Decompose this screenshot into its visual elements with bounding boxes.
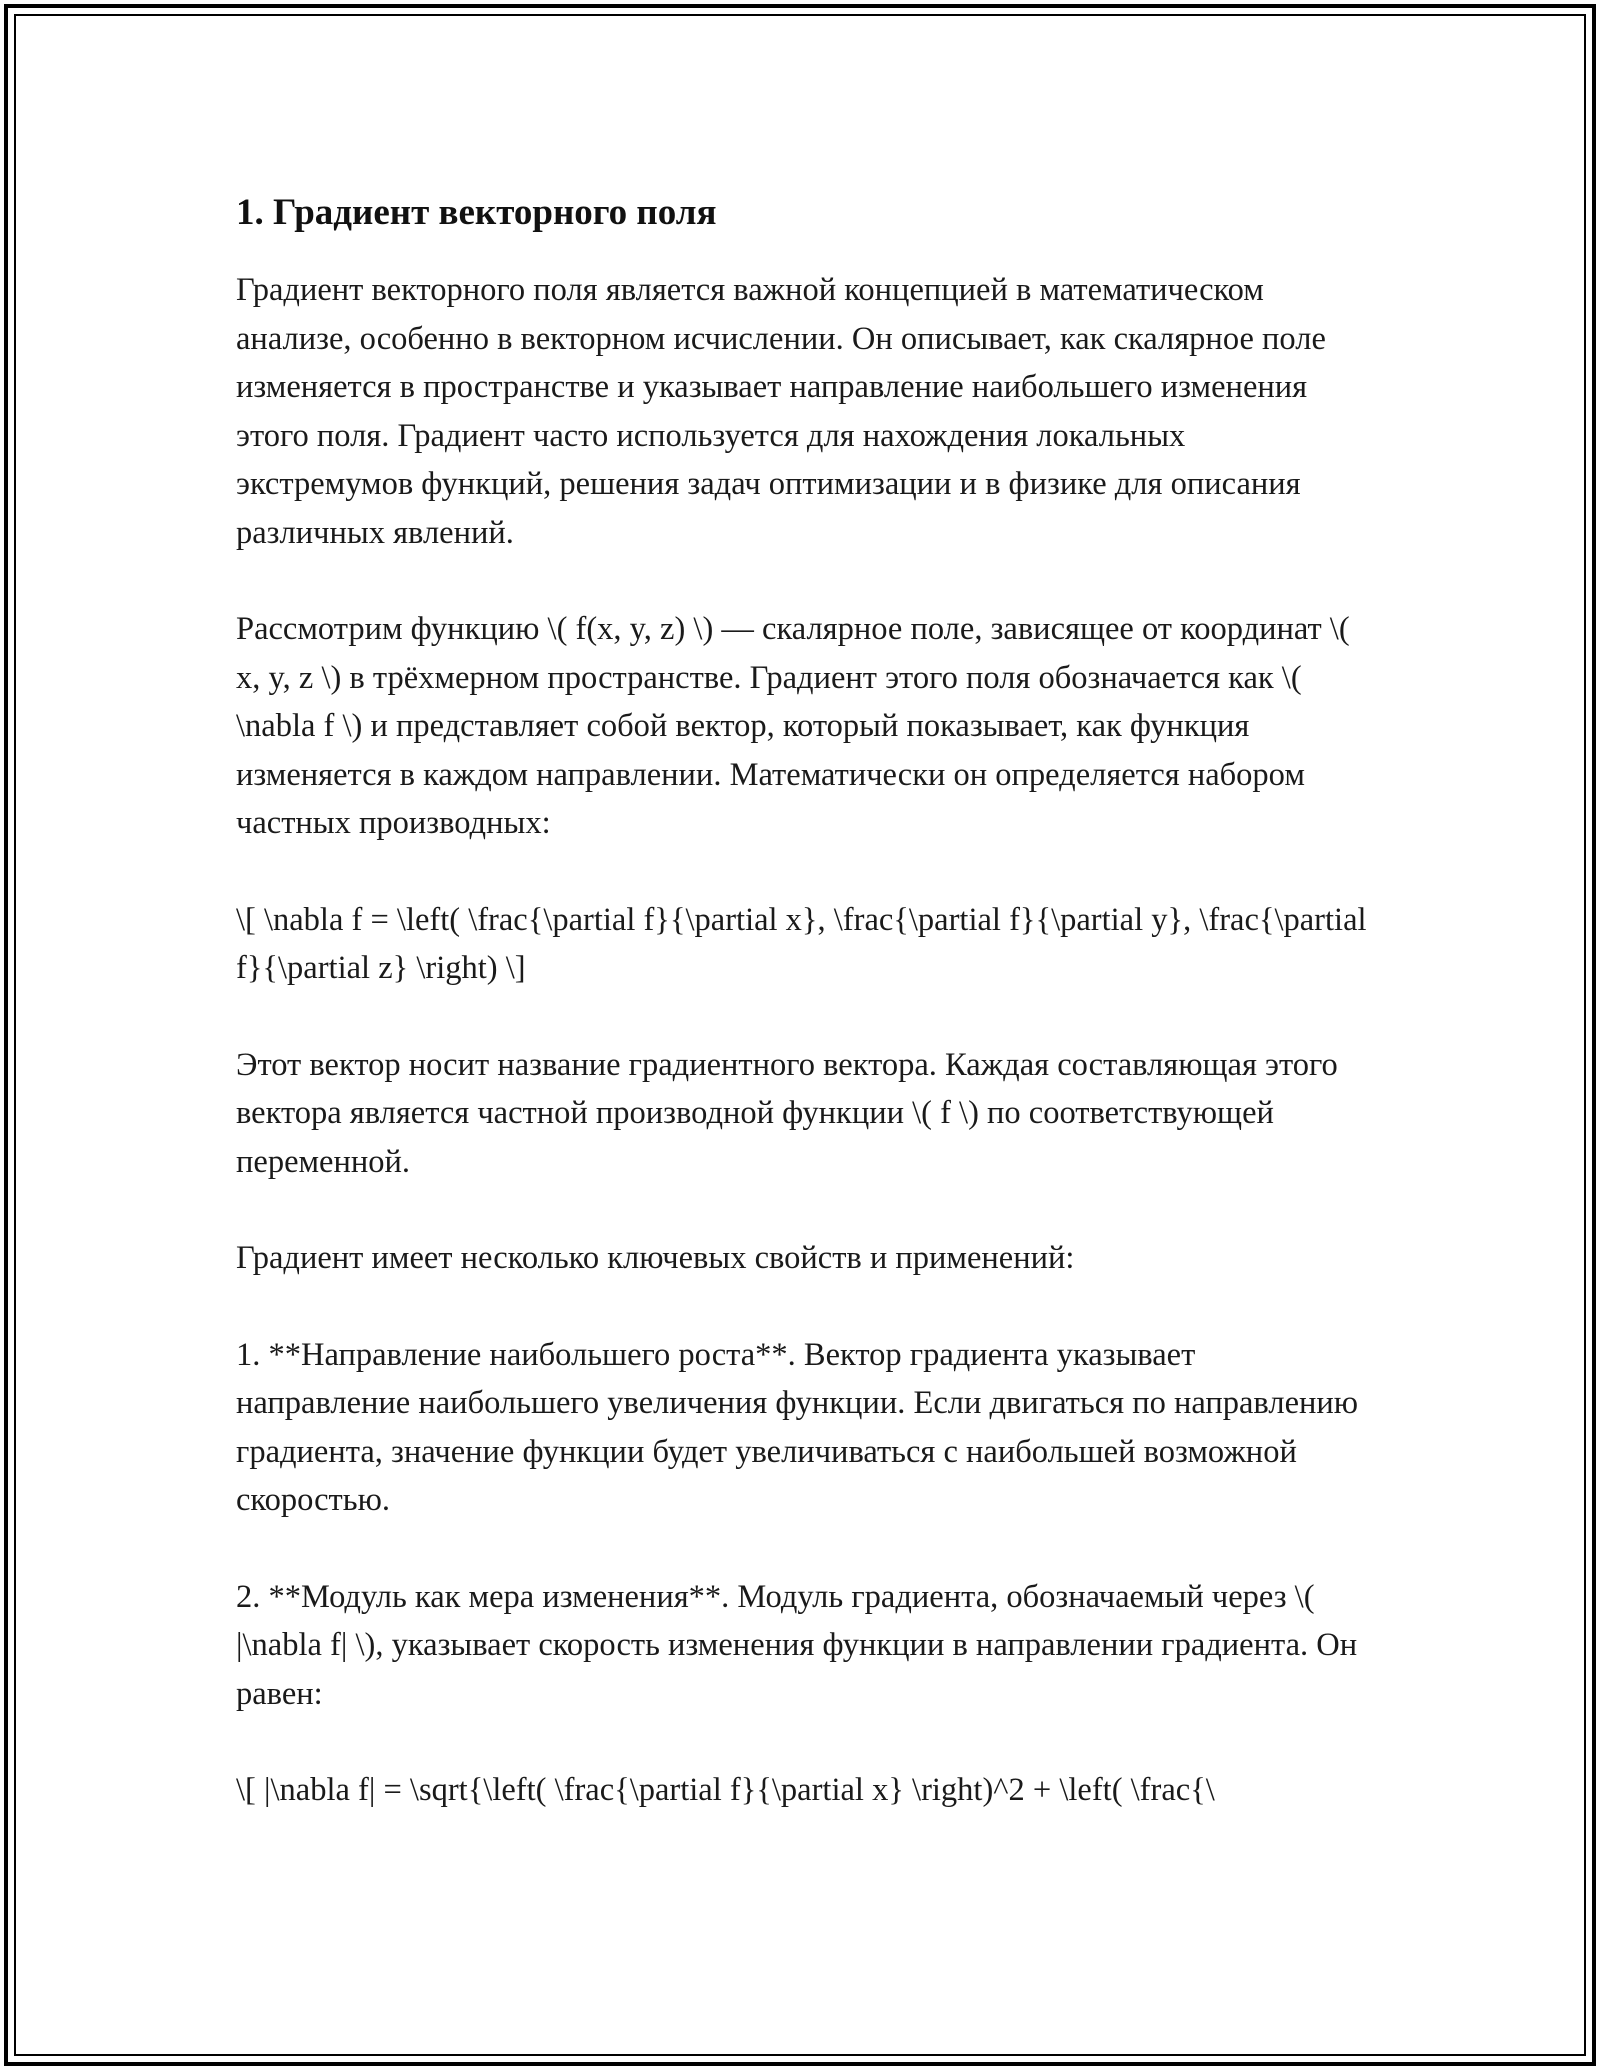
list-item-direction: 1. **Направление наибольшего роста**. Вектор градиента указывает направление наибольшего увеличения функции. Если двигаться по направлению градиента, значение функции будет увеличиваться с наибольшей возможной скоростью.	[236, 1336, 1359, 1518]
list-item-modulus: 2. **Модуль как мера изменения**. Модуль градиента, обозначаемый через \( |\nabla f| \), указывает скорость изменения функции в направлении градиента. Он равен:	[236, 1578, 1358, 1712]
section-heading: 1. Градиент векторного поля	[236, 192, 717, 233]
paragraph-properties-intro: Градиент имеет несколько ключевых свойств и применений:	[236, 1240, 1075, 1276]
paragraph-function-definition: Рассмотрим функцию \( f(x, y, z) \) — скалярное поле, зависящее от координат \( x, y, z \) в трёхмерном пространстве. Градиент этого поля обозначается как \( \nabla f \) и представляет собой вектор, который показывает, как функция изменяется в каждом направлении. Математически он определяется набором частных производных:	[236, 611, 1350, 841]
formula-modulus: \[ |\nabla f| = \sqrt{\left( \frac{\partial f}{\partial x} \right)^2 + \left( \frac{\	[236, 1772, 1215, 1808]
paragraph-gradient-vector: Этот вектор носит название градиентного вектора. Каждая составляющая этого вектора является частной производной функции \( f \) по соответствующей переменной.	[236, 1046, 1338, 1180]
formula-gradient: \[ \nabla f = \left( \frac{\partial f}{\partial x}, \frac{\partial f}{\partial y}, \frac{\partial f}{\partial z} \right) \]	[236, 901, 1367, 986]
paragraph-intro: Градиент векторного поля является важной концепцией в математическом анализе, особенно в векторном исчислении. Он описывает, как скалярное поле изменяется в пространстве и указывает направление наибольшего изменения этого поля. Градиент часто используется для нахождения локальных экстремумов функций, решения задач оптимизации и в физике для описания различных явлений.	[236, 272, 1326, 551]
document-body	[236, 186, 1368, 1815]
